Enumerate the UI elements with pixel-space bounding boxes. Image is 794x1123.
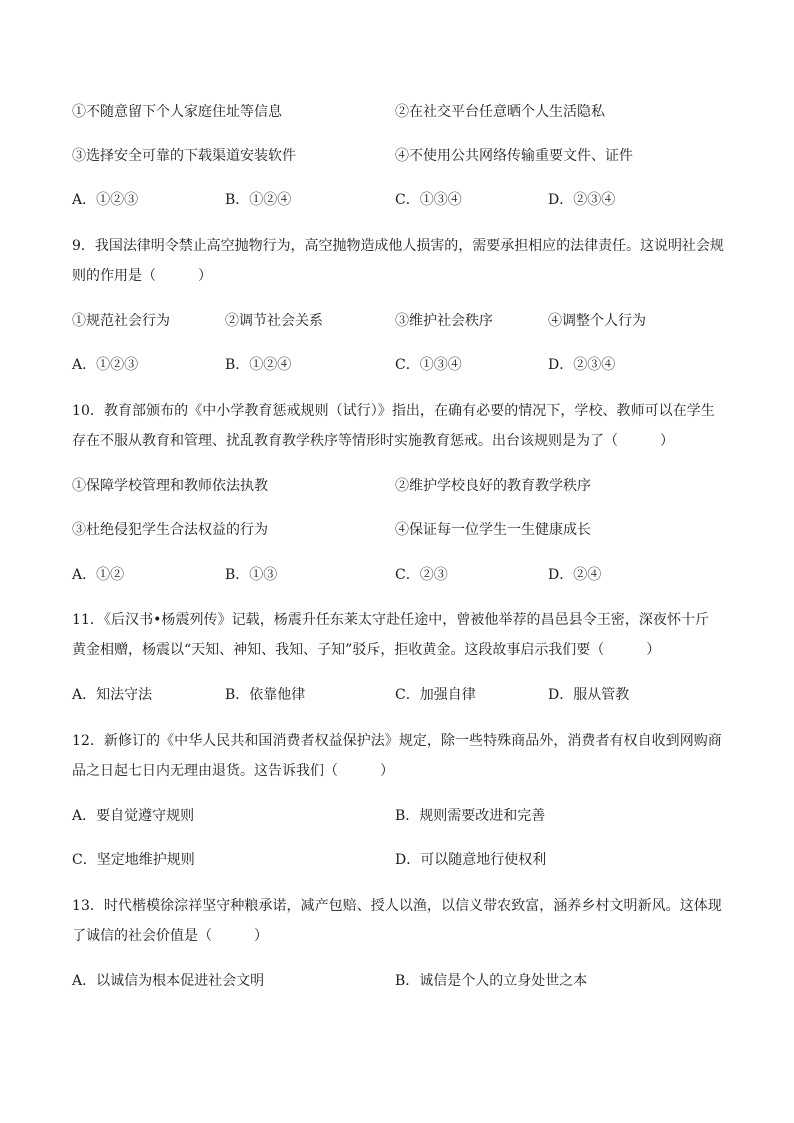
q10-statement-1: ①保障学校管理和教师依法执教 [72, 478, 268, 494]
q11-stem-line-1: 11．《后汉书•杨震列传》记载，杨震升任东莱太守赴任途中，曾被他举荐的昌邑县令王密，深夜怀十斤 [72, 612, 710, 628]
q10-statement-3: ③杜绝侵犯学生合法权益的行为 [72, 522, 268, 538]
q9-stem-line-1: 9．我国法律明令禁止高空抛物行为，高空抛物造成他人损害的，需要承担相应的法律责任。这说明社会规 [72, 238, 724, 254]
q8-statement-4: ④不使用公共网络传输重要文件、证件 [395, 148, 633, 164]
q12-stem-line-2: 品之日起七日内无理由退货。这告诉我们（ ） [72, 763, 394, 779]
q13-stem-line-1: 13．时代楷模徐淙祥坚守种粮承诺，减产包赔、授人以渔，以信义带农致富，涵养乡村文明新风。这体现 [72, 898, 722, 914]
q12-choice-c: C．坚定地维护规则 [72, 852, 195, 868]
q8-choice-d: D．②③④ [548, 192, 616, 208]
q8-choice-c: C．①③④ [395, 192, 462, 208]
q10-statement-4: ④保证每一位学生一生健康成长 [395, 522, 591, 538]
q10-choice-d: D．②④ [548, 567, 602, 583]
q13-choice-b: B．诚信是个人的立身处世之本 [395, 973, 588, 989]
q8-statement-3: ③选择安全可靠的下载渠道安装软件 [72, 148, 296, 164]
q12-choice-d: D．可以随意地行使权利 [395, 852, 547, 868]
q10-stem-line-1: 10．教育部颁布的《中小学教育惩戒规则（试行）》指出，在确有必要的情况下，学校、教师可以在学生 [72, 403, 715, 419]
q9-choice-b: B．①②④ [225, 357, 292, 373]
q9-choice-a: A．①②③ [72, 357, 139, 373]
q12-choice-a: A．要自觉遵守规则 [72, 808, 195, 824]
q10-choice-a: A．①② [72, 567, 125, 583]
q13-choice-a: A．以诚信为根本促进社会文明 [72, 973, 265, 989]
q12-stem-line-1: 12．新修订的《中华人民共和国消费者权益保护法》规定，除一些特殊商品外，消费者有权自收到网购商 [72, 733, 722, 749]
q10-stem-line-2: 存在不服从教育和管理、扰乱教育教学秩序等情形时实施教育惩戒。出台该规则是为了（ ） [72, 433, 674, 449]
q11-choice-a: A．知法守法 [72, 687, 153, 703]
q9-stem-line-2: 则的作用是（ ） [72, 268, 212, 284]
q9-statement-2: ②调节社会关系 [225, 313, 323, 329]
q11-stem-line-2: 黄金相赠，杨震以“天知、神知、我知、子知”驳斥，拒收黄金。这段故事启示我们要（ ） [72, 642, 661, 658]
q11-choice-d: D．服从管教 [548, 687, 630, 703]
q12-choice-b: B．规则需要改进和完善 [395, 808, 546, 824]
q10-choice-b: B．①③ [225, 567, 278, 583]
q9-choice-d: D．②③④ [548, 357, 616, 373]
q9-statement-1: ①规范社会行为 [72, 313, 170, 329]
q9-statement-4: ④调整个人行为 [548, 313, 646, 329]
q8-statement-1: ①不随意留下个人家庭住址等信息 [72, 104, 282, 120]
q9-choice-c: C．①③④ [395, 357, 462, 373]
q8-statement-2: ②在社交平台任意晒个人生活隐私 [395, 104, 605, 120]
q10-statement-2: ②维护学校良好的教育教学秩序 [395, 478, 591, 494]
q10-choice-c: C．②③ [395, 567, 448, 583]
q13-stem-line-2: 了诚信的社会价值是（ ） [72, 928, 268, 944]
q11-choice-b: B．依靠他律 [225, 687, 306, 703]
q9-statement-3: ③维护社会秩序 [395, 313, 493, 329]
q8-choice-b: B．①②④ [225, 192, 292, 208]
q8-choice-a: A．①②③ [72, 192, 139, 208]
q11-choice-c: C．加强自律 [395, 687, 476, 703]
